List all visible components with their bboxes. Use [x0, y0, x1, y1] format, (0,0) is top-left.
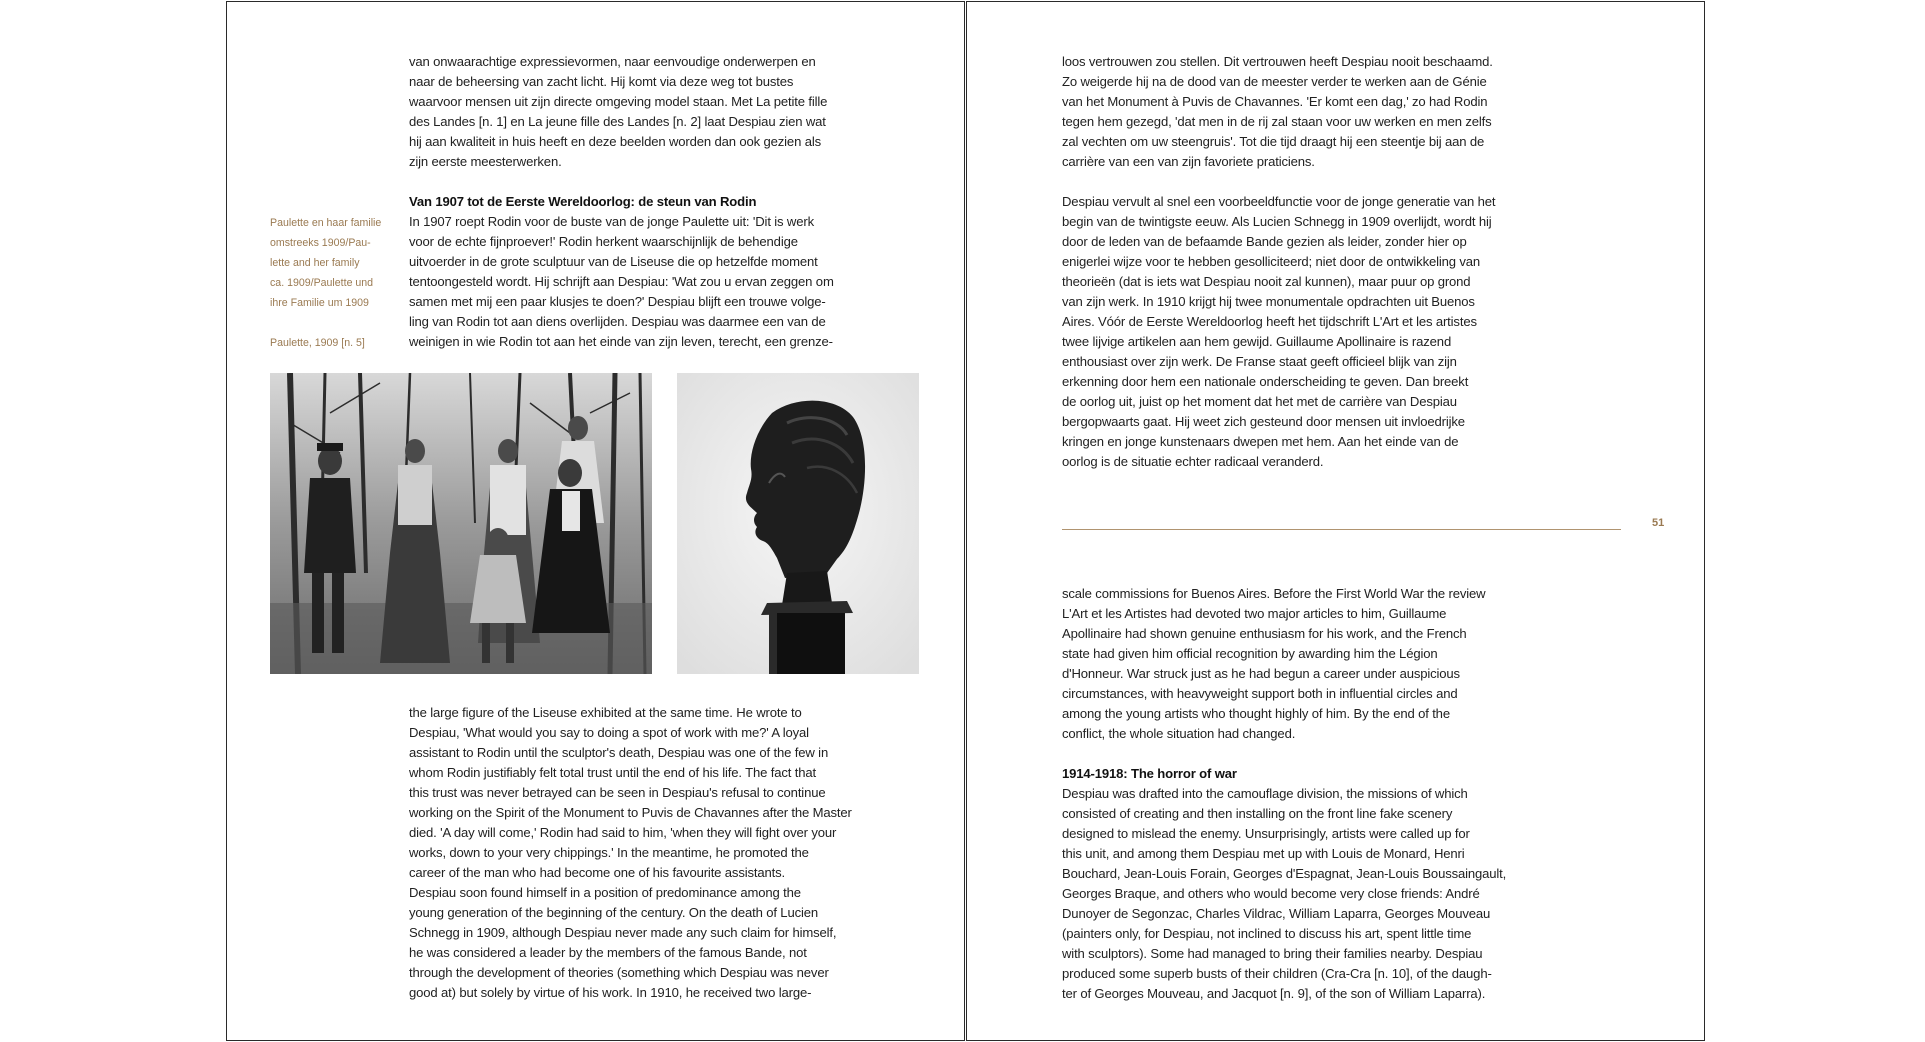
- text-line: scale commissions for Buenos Aires. Before the First World War the review: [1062, 586, 1486, 601]
- text-line: Despiau soon found himself in a position of predominance among the: [409, 885, 801, 900]
- text-line: Despiau was drafted into the camouflage division, the missions of which: [1062, 786, 1468, 801]
- text-line: conflict, the whole situation had changed.: [1062, 726, 1296, 741]
- text-line: career of the man who had become one of his favourite assistants.: [409, 865, 786, 880]
- text-line: carrière van een van zijn favoriete praticiens.: [1062, 154, 1315, 169]
- text-line: Despiau, 'What would you say to doing a spot of work with me?' A loyal: [409, 725, 809, 740]
- text-line: zal vechten om uw steengruis'. Tot die tijd draagt hij een steentje bij aan de: [1062, 134, 1485, 149]
- photo-caption: [270, 213, 381, 353]
- section-heading-war: 1914-1918: The horror of war: [1062, 766, 1237, 781]
- text-line: he was considered a leader by the members of the famous Bande, not: [409, 945, 807, 960]
- text-line: weinigen in wie Rodin tot aan het einde van zijn leven, terecht, een grenze-: [409, 334, 833, 349]
- text-line: this trust was never betrayed can be seen in Despiau's refusal to continue: [409, 785, 826, 800]
- text-line: door de leden van de befaamde Bande gezien als leider, zonder hier op: [1062, 234, 1467, 249]
- english-paragraph-2: [1062, 784, 1506, 1004]
- text-line: tegen hem gezegd, 'dat men in de rij zal staan voor uw werken en men zelfs: [1062, 114, 1492, 129]
- text-line: the large figure of the Liseuse exhibited at the same time. He wrote to: [409, 705, 802, 720]
- right-page: [966, 1, 1705, 1041]
- text-line: Dunoyer de Segonzac, Charles Vildrac, William Laparra, Georges Mouveau: [1062, 906, 1491, 921]
- text-line: van onwaarachtige expressievormen, naar eenvoudige onderwerpen en: [409, 54, 816, 69]
- text-line: Bouchard, Jean-Louis Forain, Georges d'Espagnat, Jean-Louis Boussaingault,: [1062, 866, 1507, 881]
- english-paragraph-1: [1062, 584, 1485, 744]
- text-line: whom Rodin justifiably felt total trust until the end of his life. The fact that: [409, 765, 816, 780]
- text-line: kringen en jonge kunstenaars dwepen met hem. Aan het einde van de: [1062, 434, 1459, 449]
- dutch-paragraph-1: [1062, 52, 1493, 172]
- text-line: oorlog is de situatie echter radicaal veranderd.: [1062, 454, 1324, 469]
- text-line: van het Monument à Puvis de Chavannes. 'Er komt een dag,' zo had Rodin: [1062, 94, 1488, 109]
- text-line: (painters only, for Despiau, not inclined to discuss his art, spent little time: [1062, 926, 1472, 941]
- text-line: among the young artists who thought highly of him. By the end of the: [1062, 706, 1450, 721]
- text-line: good at) but solely by virtue of his work. In 1910, he received two large-: [409, 985, 812, 1000]
- section-heading: Van 1907 tot de Eerste Wereldoorlog: de steun van Rodin: [409, 194, 757, 209]
- book-spread: [226, 0, 1706, 1042]
- text-line: voor de echte fijnproever!' Rodin herkent waarschijnlijk de behendige: [409, 234, 798, 249]
- text-line: working on the Spirit of the Monument to Puvis de Chavannes after the Master: [409, 805, 852, 820]
- text-line: designed to mislead the enemy. Unsurprisingly, artists were called up for: [1062, 826, 1470, 841]
- caption-line: lette and her family: [270, 257, 360, 269]
- text-line: ling van Rodin tot aan diens overlijden. Despiau was daarmee een van de: [409, 314, 826, 329]
- text-line: young generation of the beginning of the century. On the death of Lucien: [409, 905, 818, 920]
- text-line: twee lijvige artikelen aan hem gewijd. Guillaume Apollinaire is razend: [1062, 334, 1452, 349]
- text-line: van zijn werk. In 1910 krijgt hij twee monumentale opdrachten uit Buenos: [1062, 294, 1475, 309]
- text-line: enthousiast over zijn werk. De Franse staat geeft officieel blijk van zijn: [1062, 354, 1457, 369]
- text-line: des Landes [n. 1] en La jeune fille des Landes [n. 2] laat Despiau zien wat: [409, 114, 826, 129]
- caption-line: ihre Familie um 1909: [270, 297, 369, 309]
- text-line: Apollinaire had shown genuine enthusiasm for his work, and the French: [1062, 626, 1467, 641]
- text-line: L'Art et les Artistes had devoted two major articles to him, Guillaume: [1062, 606, 1447, 621]
- english-body-paragraph: [409, 703, 852, 1003]
- text-line: enigerlei wijze voor te hebben gesolliciteerd; niet door de ontwikkeling van: [1062, 254, 1481, 269]
- text-line: erkenning door hem een nationale onderscheiding te geven. Dan breekt: [1062, 374, 1469, 389]
- intro-paragraph: [409, 52, 827, 172]
- text-line: tentoongesteld wordt. Hij schrijft aan Despiau: 'Wat zou u ervan zeggen om: [409, 274, 834, 289]
- text-line: theorieën (dat is iets wat Despiau nooit zal kunnen), maar puur op grond: [1062, 274, 1471, 289]
- divider-rule: [1062, 529, 1621, 530]
- caption-line: Paulette en haar familie: [270, 217, 382, 229]
- text-line: circumstances, with heavyweight support both in influential circles and: [1062, 686, 1458, 701]
- text-line: Zo weigerde hij na de dood van de meester verder te werken aan de Génie: [1062, 74, 1487, 89]
- text-line: Schnegg in 1909, although Despiau never made any such claim for himself,: [409, 925, 837, 940]
- text-line: de oorlog uit, juist op het moment dat het met de carrière van Despiau: [1062, 394, 1457, 409]
- text-line: produced some superb busts of their children (Cra-Cra [n. 10], of the daugh-: [1062, 966, 1492, 981]
- caption-line: ca. 1909/Paulette und: [270, 277, 374, 289]
- text-line: died. 'A day will come,' Rodin had said to him, 'when they will fight over your: [409, 825, 837, 840]
- text-line: bergopwaarts gaat. Hij weet zich gesteund door mensen uit invloedrijke: [1062, 414, 1465, 429]
- bronze-bust-photo: [677, 373, 919, 674]
- text-line: naar de beheersing van zacht licht. Hij komt via deze weg tot bustes: [409, 74, 794, 89]
- text-line: this unit, and among them Despiau met up with Louis de Monard, Henri: [1062, 846, 1465, 861]
- text-line: Georges Braque, and others who would become very close friends: André: [1062, 886, 1480, 901]
- text-line: with sculptors). Some had managed to bring their families nearby. Despiau: [1062, 946, 1483, 961]
- text-line: begin van de twintigste eeuw. Als Lucien Schnegg in 1909 overlijdt, wordt hij: [1062, 214, 1492, 229]
- text-line: ter of Georges Mouveau, and Jacquot [n. 9], of the son of William Laparra).: [1062, 986, 1486, 1001]
- dutch-paragraph-2: [1062, 192, 1495, 472]
- text-line: waarvoor mensen uit zijn directe omgeving model staan. Met La petite fille: [409, 94, 828, 109]
- text-line: works, down to your very chippings.' In the meantime, he promoted the: [409, 845, 809, 860]
- text-line: samen met mij een paar klusjes te doen?' Despiau blijft een trouwe volge-: [409, 294, 826, 309]
- text-line: state had given him official recognition by awarding him the Légion: [1062, 646, 1438, 661]
- text-line: consisted of creating and then installing on the front line fake scenery: [1062, 806, 1453, 821]
- text-line: zijn eerste meesterwerken.: [409, 154, 562, 169]
- page-number: 51: [1652, 517, 1665, 529]
- family-photo: [270, 373, 652, 674]
- caption-work-line: Paulette, 1909 [n. 5]: [270, 337, 365, 349]
- text-line: Despiau vervult al snel een voorbeeldfunctie voor de jonge generatie van het: [1062, 194, 1496, 209]
- text-line: Aires. Vóór de Eerste Wereldoorlog heeft het tijdschrift L'Art et les artistes: [1062, 314, 1477, 329]
- text-line: assistant to Rodin until the sculptor's death, Despiau was one of the few in: [409, 745, 829, 760]
- text-line: d'Honneur. War struck just as he had begun a career under auspicious: [1062, 666, 1460, 681]
- text-line: through the development of theories (something which Despiau was never: [409, 965, 829, 980]
- text-line: loos vertrouwen zou stellen. Dit vertrouwen heeft Despiau nooit beschaamd.: [1062, 54, 1493, 69]
- dutch-body-paragraph: [409, 212, 834, 352]
- text-line: In 1907 roept Rodin voor de buste van de jonge Paulette uit: 'Dit is werk: [409, 214, 814, 229]
- text-line: hij aan kwaliteit in huis heeft en deze beelden worden dan ook gezien als: [409, 134, 821, 149]
- left-page: [226, 1, 965, 1041]
- caption-line: omstreeks 1909/Pau-: [270, 237, 371, 249]
- text-line: uitvoerder in de grote sculptuur van de Liseuse die op hetzelfde moment: [409, 254, 818, 269]
